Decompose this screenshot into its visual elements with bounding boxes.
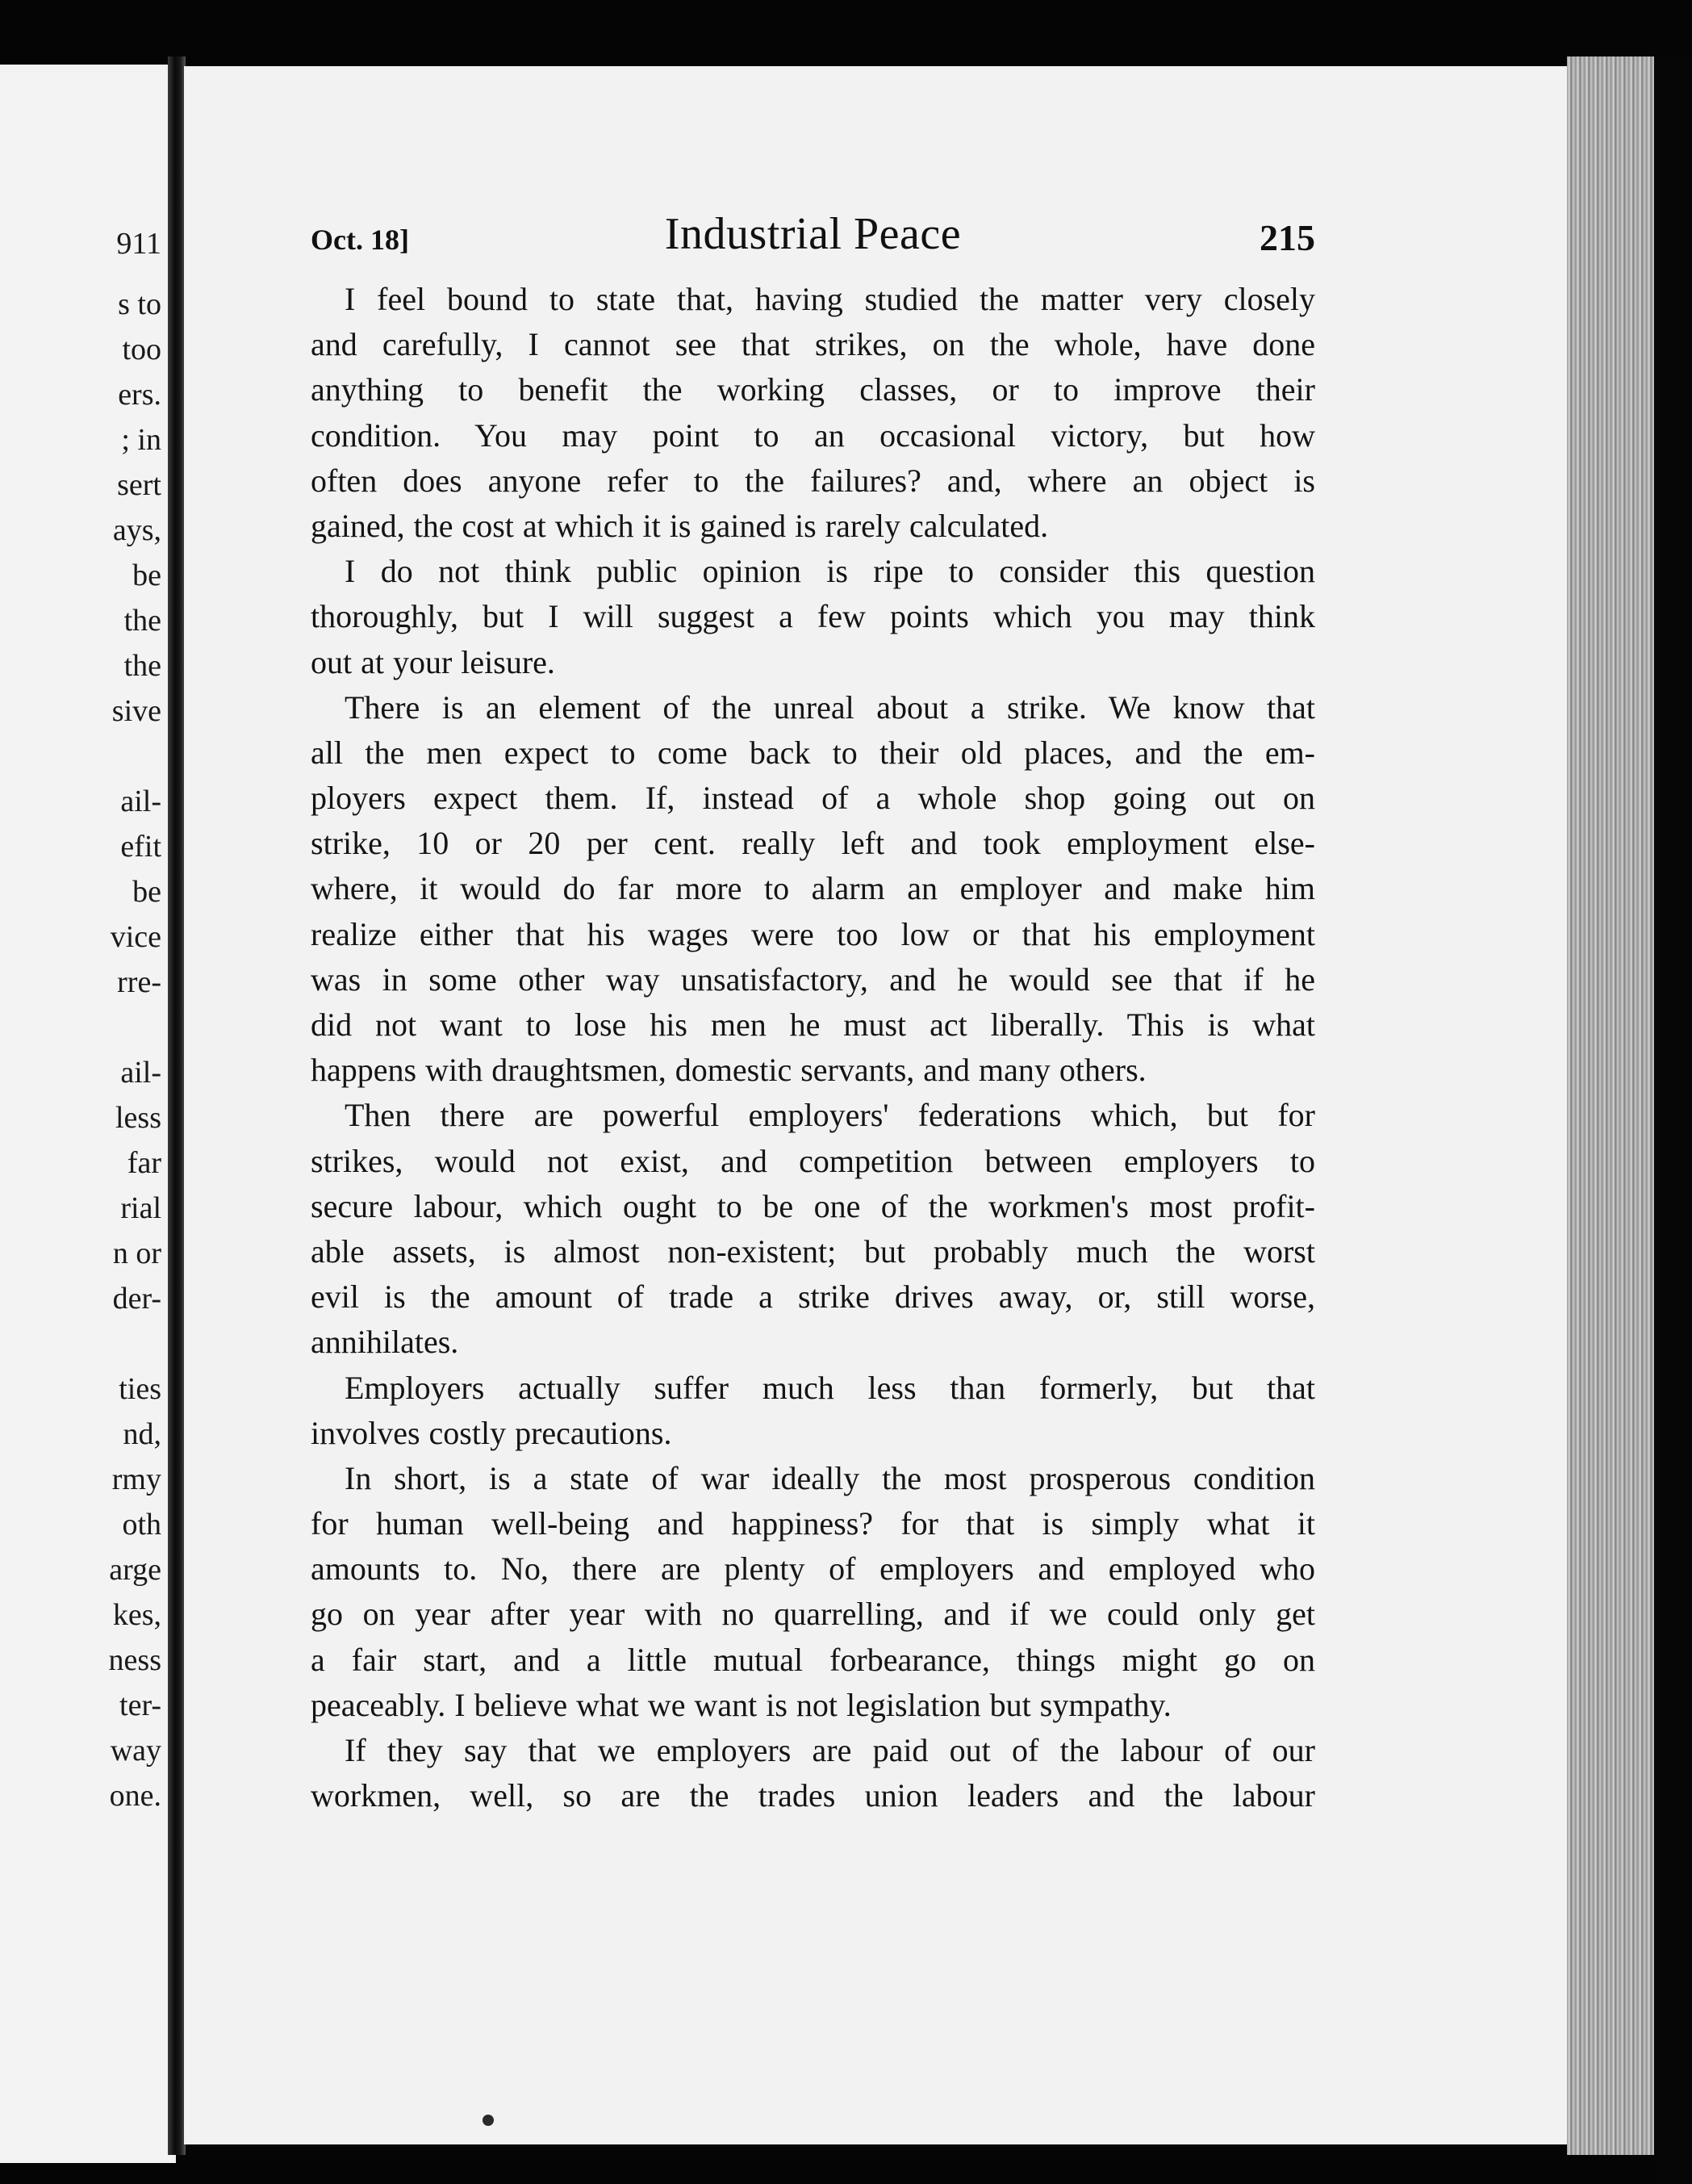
- text-line: a fair start, and a little mutual forbearance, things might go on: [311, 1641, 1315, 1678]
- facing-page-fragment: ers.: [118, 378, 161, 412]
- page-number: 215: [1260, 217, 1315, 258]
- facing-page-fragment: rial: [120, 1191, 161, 1225]
- running-head-title: Industrial Peace: [664, 209, 962, 259]
- page-edges: [1567, 56, 1654, 2155]
- text-line: amounts to. No, there are plenty of employers and employed who: [311, 1550, 1315, 1588]
- facing-page-fragment: kes,: [112, 1598, 161, 1632]
- page-edge-shadow: [1654, 56, 1692, 2184]
- facing-page-fragment: vice: [110, 920, 161, 954]
- facing-page-fragment: oth: [122, 1508, 161, 1542]
- text-line: all the men expect to come back to their old places, and the em-: [311, 734, 1315, 771]
- facing-page-fragment: 911: [116, 227, 161, 261]
- facing-page-left: [0, 65, 176, 2163]
- text-line: In short, is a state of war ideally the most prosperous condition: [345, 1459, 1315, 1496]
- text-line: gained, the cost at which it is gained is rarely calculated.: [311, 507, 1049, 544]
- text-line: out at your leisure.: [311, 643, 555, 680]
- facing-page-fragment: sert: [117, 468, 161, 502]
- text-line: thoroughly, but I will suggest a few points which you may think: [311, 598, 1315, 635]
- text-line: Then there are powerful employers' federations which, but for: [345, 1097, 1315, 1134]
- facing-page-fragment: ail-: [120, 1056, 161, 1090]
- facing-page-fragment: nd,: [123, 1417, 161, 1451]
- text-line: for human well-being and happiness? for that is simply what it: [311, 1505, 1315, 1542]
- facing-page-fragment: far: [127, 1146, 161, 1180]
- text-line: did not want to lose his men he must act liberally. This is what: [311, 1006, 1315, 1043]
- facing-page-fragment: ties: [119, 1372, 161, 1406]
- body-text: [311, 277, 1315, 1818]
- text-line: was in some other way unsatisfactory, and he would see that if he: [311, 960, 1315, 998]
- text-line: strike, 10 or 20 per cent. really left and took employment else-: [311, 825, 1315, 862]
- facing-page-fragment: way: [110, 1734, 161, 1768]
- facing-page-fragment: less: [115, 1101, 161, 1135]
- text-line: There is an element of the unreal about a strike. We know that: [345, 688, 1315, 726]
- facing-page-fragment: n or: [112, 1236, 161, 1270]
- text-line: If they say that we employers are paid out of the labour of our: [345, 1732, 1315, 1768]
- text-line: I feel bound to state that, having studied the matter very closely: [345, 281, 1315, 317]
- text-line: involves costly precautions.: [311, 1414, 672, 1451]
- facing-page-fragment: too: [122, 333, 161, 366]
- facing-page-fragment: sive: [111, 694, 161, 728]
- facing-page-fragment: s to: [118, 287, 161, 321]
- text-line: condition. You may point to an occasional victory, but how: [311, 416, 1315, 454]
- facing-page-fragment: rmy: [111, 1462, 161, 1496]
- text-line: realize either that his wages were too low or that his employment: [311, 915, 1315, 952]
- ink-dot: [483, 2115, 494, 2126]
- facing-page-fragment: the: [123, 649, 161, 683]
- text-line: anything to benefit the working classes, or to improve their: [311, 371, 1315, 408]
- text-line: often does anyone refer to the failures? and, where an object is: [311, 462, 1315, 499]
- facing-page-fragment: arge: [109, 1553, 161, 1587]
- facing-page-fragment: ; in: [121, 423, 161, 457]
- text-line: able assets, is almost non-existent; but probably much the worst: [311, 1232, 1315, 1270]
- facing-page-fragment: ness: [108, 1643, 161, 1677]
- text-line: happens with draughtsmen, domestic servants, and many others.: [311, 1052, 1147, 1089]
- facing-page-fragment: rre-: [117, 965, 161, 999]
- facing-page-fragment: the: [123, 604, 161, 638]
- text-line: strikes, would not exist, and competition between employers to: [311, 1142, 1315, 1179]
- facing-page-fragment: be: [132, 559, 161, 592]
- text-line: peaceably. I believe what we want is not legislation but sympathy.: [311, 1686, 1172, 1723]
- running-head-date: Oct. 18]: [311, 224, 409, 256]
- facing-page-fragment: efit: [120, 830, 161, 864]
- facing-page-fragment: ays,: [112, 513, 161, 547]
- facing-page-fragment: one.: [109, 1779, 161, 1813]
- book-gutter: [168, 56, 186, 2155]
- text-line: go on year after year with no quarrelling, and if we could only get: [311, 1596, 1315, 1633]
- text-line: where, it would do far more to alarm an employer and make him: [311, 870, 1315, 907]
- text-line: workmen, well, so are the trades union leaders and the labour: [311, 1777, 1315, 1814]
- text-line: evil is the amount of trade a strike drives away, or, still worse,: [311, 1278, 1315, 1316]
- text-line: secure labour, which ought to be one of the workmen's most profit-: [311, 1187, 1315, 1224]
- text-line: I do not think public opinion is ripe to consider this question: [345, 553, 1315, 590]
- running-head: [311, 208, 1315, 265]
- text-line: and carefully, I cannot see that strikes, on the whole, have done: [311, 326, 1315, 363]
- text-line: ployers expect them. If, instead of a whole shop going out on: [311, 780, 1315, 817]
- facing-page-fragment: be: [132, 875, 161, 909]
- facing-page-fragment: der-: [112, 1282, 161, 1316]
- facing-page-fragment: ail-: [120, 784, 161, 818]
- text-line: Employers actually suffer much less than formerly, but that: [345, 1369, 1315, 1406]
- text-line: annihilates.: [311, 1324, 459, 1361]
- facing-page-fragment: ter-: [119, 1688, 161, 1722]
